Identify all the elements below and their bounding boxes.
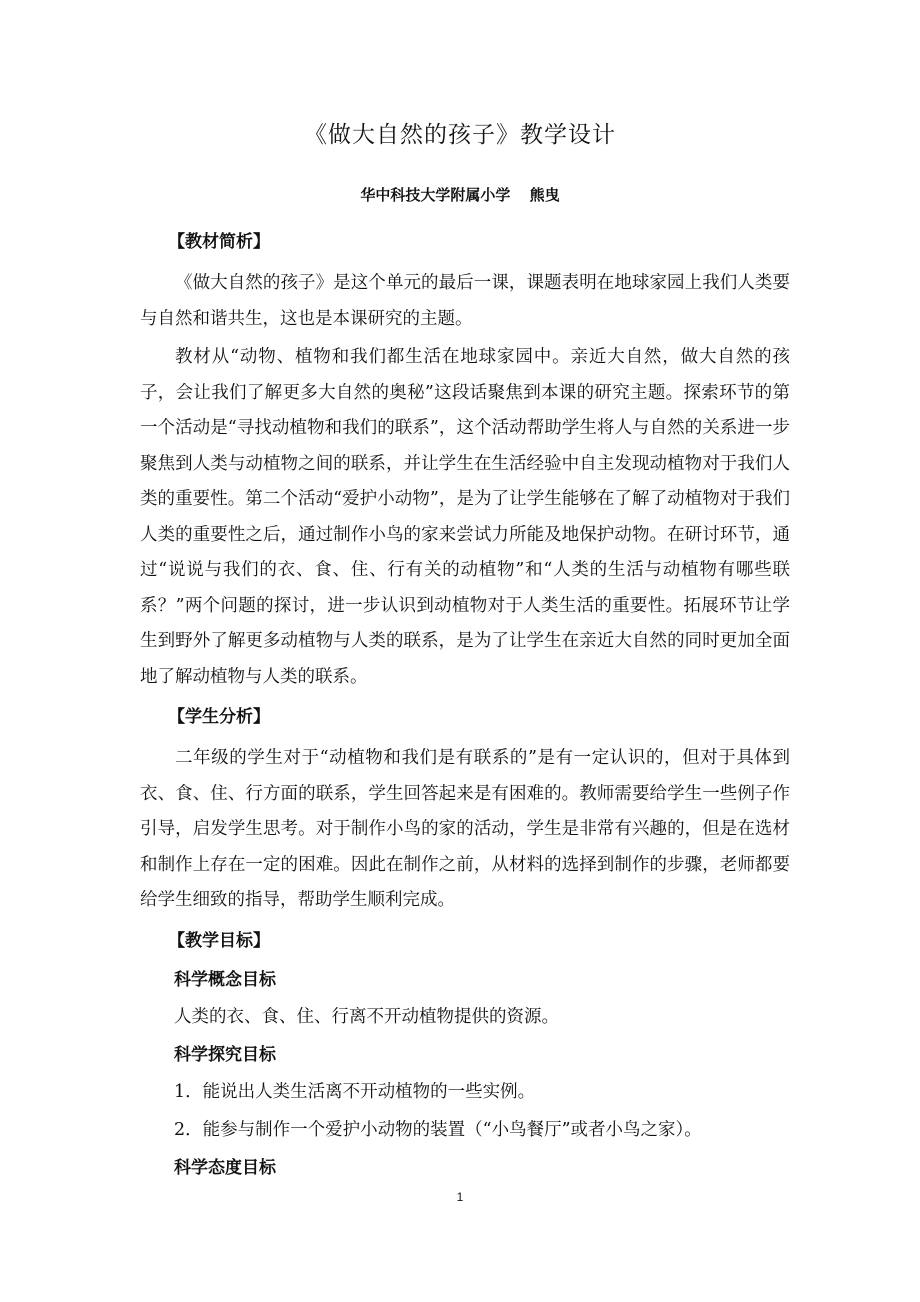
materials-paragraph-2: 教材从“动物、植物和我们都生活在地球家园中。亲近大自然，做大自然的孩子，会让我们了解更多大自然的奥秘”这段话聚焦到本课的研究主题。探索环节的第一个活动是“寻找动植物和我们的联系”，这个活动帮助学生将人与自然的关系进一步聚焦到人类与动植物之间的联系，并让学生在生活经验中自主发现动植物对于我们人类的重要性。第二个活动“爱护小动物”，是为了让学生能够在了解了动植物对于我们人类的重要性之后，通过制作小鸟的家来尝试力所能及地保护动物。在研讨环节，通过“说说与我们的衣、食、住、行有关的动植物”和“人类的生活与动植物有哪些联系？”两个问题的探讨，进一步认识到动植物对于人类生活的重要性。拓展环节让学生到野外了解更多动植物与人类的联系，是为了让学生在亲近大自然的同时更加全面地了解动植物与人类的联系。 <box>140 347 790 687</box>
materials-paragraph-1: 《做大自然的孩子》是这个单元的最后一课，课题表明在地球家园上我们人类要与自然和谐共生，这也是本课研究的主题。 <box>140 273 790 329</box>
concept-goal-title: 科学概念目标 <box>174 969 276 990</box>
document-author: 华中科技大学附属小学 熊曳 <box>360 186 560 204</box>
inquiry-goal-item-2: 2．能参与制作一个爱护小动物的装置（“小鸟餐厅”或者小鸟之家）。 <box>174 1119 702 1140</box>
page-number: 1 <box>456 1190 464 1204</box>
section-heading-goals: 【教学目标】 <box>168 930 270 951</box>
section-heading-materials: 【教材简析】 <box>168 232 270 252</box>
attitude-goal-title: 科学态度目标 <box>174 1157 276 1178</box>
concept-goal-text: 人类的衣、食、住、行离不开动植物提供的资源。 <box>174 1006 559 1027</box>
section-heading-students: 【学生分析】 <box>168 707 270 727</box>
document-title: 《做大自然的孩子》教学设计 <box>304 122 616 148</box>
inquiry-goal-item-1: 1．能说出人类生活离不开动植物的一些实例。 <box>174 1081 536 1102</box>
inquiry-goal-title: 科学探究目标 <box>174 1044 276 1065</box>
document-body <box>140 226 790 1190</box>
students-paragraph-1: 二年级的学生对于“动植物和我们是有联系的”是有一定认识的，但对于具体到衣、食、住、行方面的联系，学生回答起来是有困难的。教师需要给学生一些例子作引导，启发学生思考。对于制作小鸟的家的活动，学生是非常有兴趣的，但是在选材和制作上存在一定的困难。因此在制作之前，从材料的选择到制作的步骤，老师都要给学生细致的指导，帮助学生顺利完成。 <box>140 748 790 910</box>
